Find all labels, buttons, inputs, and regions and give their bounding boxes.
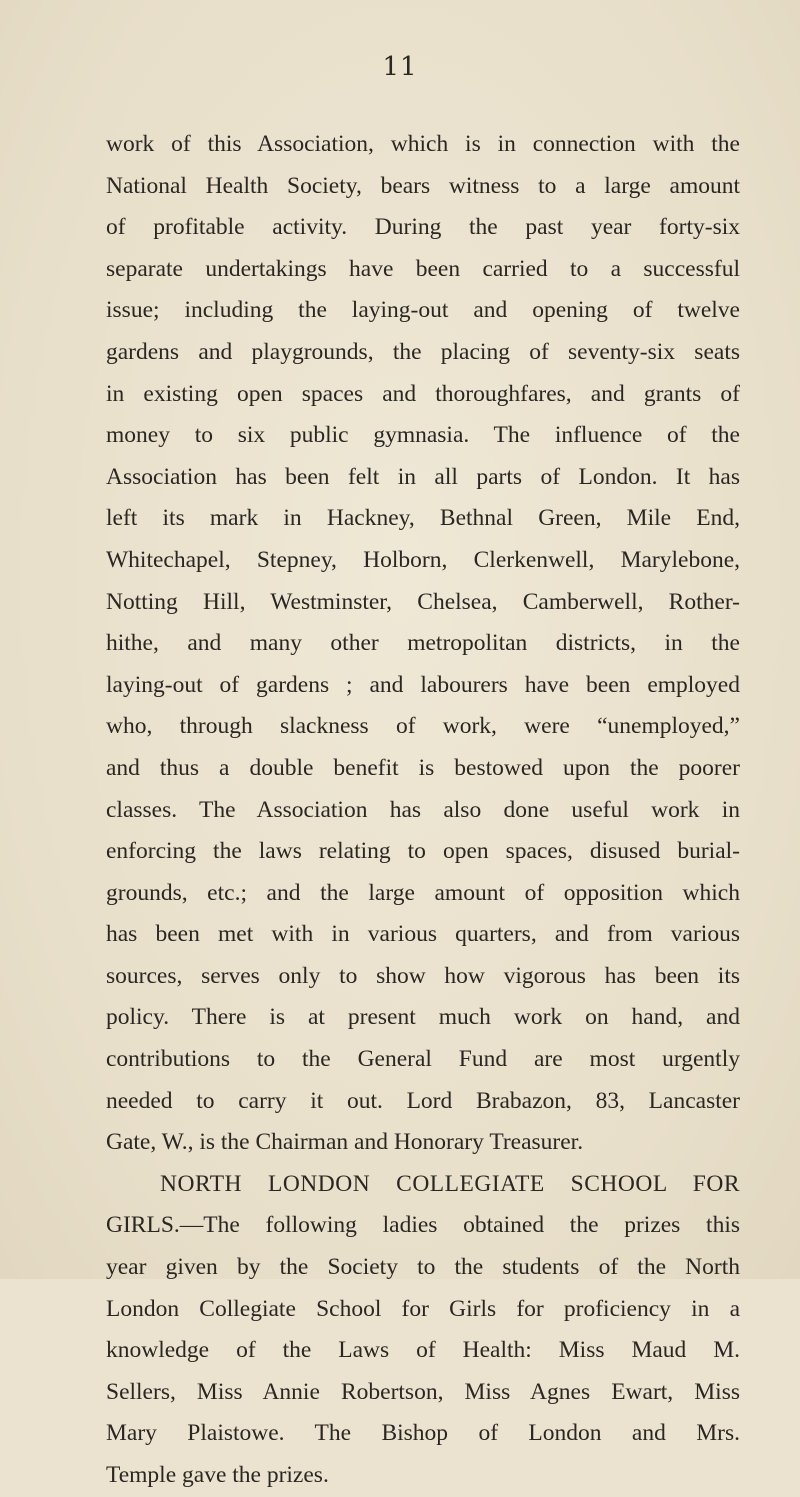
text-line: issue; including the laying-out and opening of twelve xyxy=(106,297,740,324)
text-line: contributions to the General Fund are most urgently xyxy=(106,1046,740,1073)
text-line: work of this Association, which is in connection with the xyxy=(106,131,740,157)
page-number: 11 xyxy=(382,52,418,82)
text-line: policy. There is at present much work on hand, and xyxy=(106,1004,740,1031)
text-line: of profitable activity. During the past year forty-six xyxy=(106,214,740,241)
text-line: has been met with in various quarters, and from various xyxy=(106,921,740,948)
text-line: Temple gave the prizes. xyxy=(106,1462,329,1488)
text-line: enforcing the laws relating to open spaces, disused burial- xyxy=(106,838,740,865)
text-line: Gate, W., is the Chairman and Honorary Treasurer. xyxy=(106,1129,584,1156)
text-line: knowledge of the Laws of Health: Miss Maud M. xyxy=(106,1337,740,1364)
text-line: Mary Plaistowe. The Bishop of London and Mrs. xyxy=(106,1420,740,1447)
text-line: sources, serves only to show how vigorous has been its xyxy=(106,962,740,989)
text-line: Whitechapel, Stepney, Holborn, Clerkenwell, Marylebone, xyxy=(106,546,740,573)
text-line: grounds, etc.; and the large amount of opposition which xyxy=(106,879,740,906)
text-line: money to six public gymnasia. The influence of the xyxy=(106,422,740,449)
paragraph-association-work xyxy=(106,124,740,1164)
text-line: laying-out of gardens ; and labourers have been employed xyxy=(106,671,740,698)
paragraph-north-london-collegiate xyxy=(106,1164,740,1497)
text-line: Notting Hill, Westminster, Chelsea, Camberwell, Rother- xyxy=(106,588,740,615)
text-line: separate undertakings have been carried to a successful xyxy=(106,255,740,282)
text-line: GIRLS.—The following ladies obtained the prizes this xyxy=(106,1212,740,1239)
text-line: gardens and playgrounds, the placing of seventy-six seats xyxy=(106,338,740,365)
body-text xyxy=(106,124,740,1497)
text-line: London Collegiate School for Girls for proficiency in a xyxy=(106,1295,740,1322)
text-line: who, through slackness of work, were “unemployed,” xyxy=(106,713,740,740)
text-line: Association has been felt in all parts of London. It has xyxy=(106,463,740,490)
text-line: in existing open spaces and thoroughfares, and grants of xyxy=(106,380,740,407)
text-line: year given by the Society to the students of the North xyxy=(106,1254,740,1281)
text-line: and thus a double benefit is bestowed upon the poorer xyxy=(106,754,740,781)
text-line: hithe, and many other metropolitan districts, in the xyxy=(106,630,740,657)
text-line: needed to carry it out. Lord Brabazon, 83, Lancaster xyxy=(106,1087,740,1114)
text-line: Sellers, Miss Annie Robertson, Miss Agnes Ewart, Miss xyxy=(106,1378,740,1405)
section-heading-line: NORTH LONDON COLLEGIATE SCHOOL FOR xyxy=(160,1170,740,1197)
text-line: left its mark in Hackney, Bethnal Green, Mile End, xyxy=(106,505,740,532)
text-line: classes. The Association has also done useful work in xyxy=(106,796,740,823)
text-line: National Health Society, bears witness to a large amount xyxy=(106,172,740,199)
